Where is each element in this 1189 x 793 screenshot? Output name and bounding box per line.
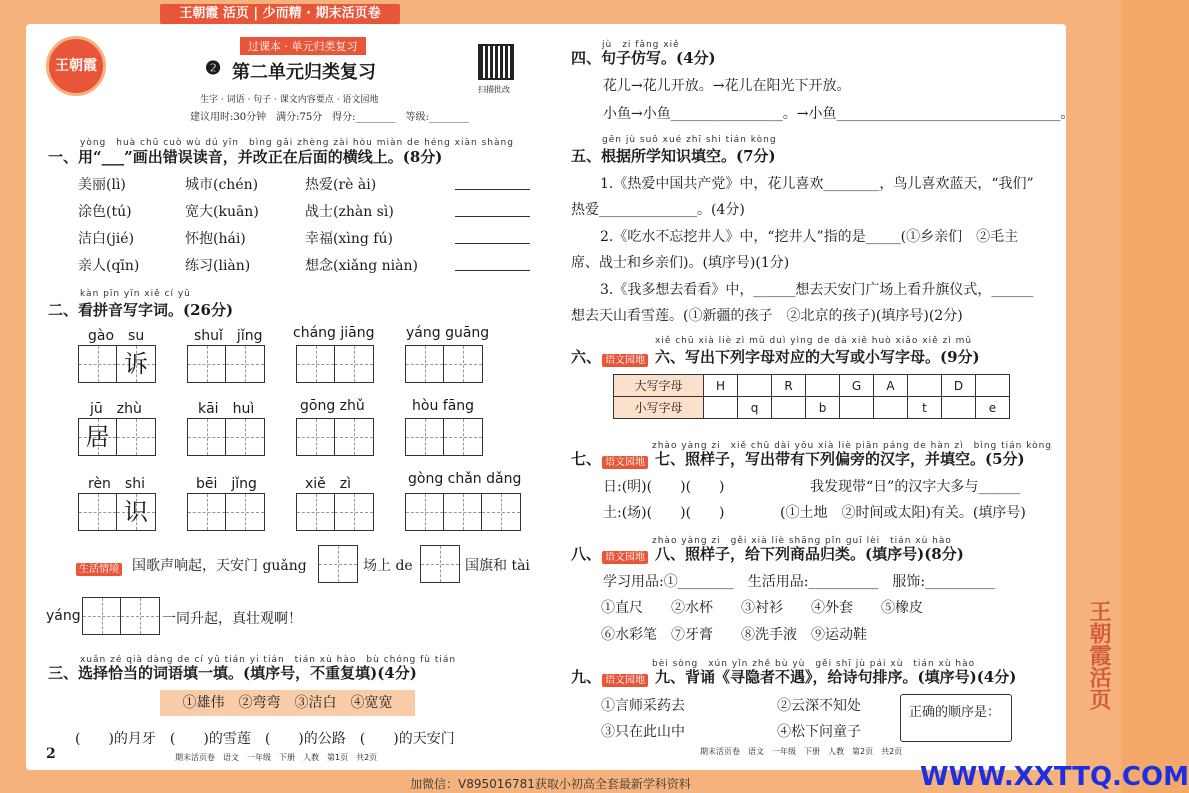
word-pinyin: yáng guāng bbox=[406, 325, 490, 341]
meta-line: 建议用时:30分钟 满分:75分 得分:________ 等级:________ bbox=[190, 112, 469, 123]
writing-grid[interactable] bbox=[82, 597, 160, 635]
life-text-d: yáng bbox=[46, 608, 81, 624]
word-pinyin: rèn shi bbox=[88, 476, 145, 492]
word-pinyin: jū zhù bbox=[90, 401, 142, 417]
letter-cell[interactable] bbox=[738, 375, 772, 397]
s7-row: 我发现带“日”的汉字大多与______ bbox=[810, 479, 1021, 495]
letter-cell[interactable] bbox=[976, 375, 1010, 397]
word-pinyin: cháng jiāng bbox=[293, 325, 375, 341]
s4-pinyin: jù zi fǎng xiě bbox=[602, 40, 680, 50]
s8-title: 八、照样子，给下列商品归类。(填序号)(8分) bbox=[655, 545, 964, 563]
s3-title: 三、选择恰当的词语填一填。(填序号，不重复填)(4分) bbox=[48, 664, 417, 682]
word-pinyin: kāi huì bbox=[198, 401, 255, 417]
s1-item: 热爱(rè ài) bbox=[305, 177, 377, 193]
writing-grid[interactable] bbox=[187, 493, 265, 531]
word-pinyin: hòu fāng bbox=[412, 398, 475, 414]
writing-grid[interactable]: 识 bbox=[78, 493, 156, 531]
writing-grid[interactable] bbox=[405, 418, 483, 456]
s1-item: 美丽(lì) bbox=[78, 177, 126, 193]
s1-item: 怀抱(hái) bbox=[185, 231, 246, 247]
s6-pinyin: xiě chū xià liè zì mǔ duì yìng de dà xiě huò xiǎo xiě zì mǔ bbox=[655, 336, 973, 346]
writing-grid[interactable]: 诉 bbox=[78, 345, 156, 383]
s5-line: 2.《吃水不忘挖井人》中，“挖井人”指的是_____(①乡亲们 ②毛主 bbox=[600, 229, 1019, 245]
s1-item: 涂色(tú) bbox=[78, 204, 132, 220]
s1-item: 城市(chén) bbox=[185, 177, 259, 193]
s1-item: 练习(liàn) bbox=[185, 258, 251, 274]
letter-cell[interactable] bbox=[874, 397, 908, 419]
s9-num: 九、 bbox=[571, 668, 602, 686]
letter-cell[interactable]: b bbox=[806, 397, 840, 419]
letter-cell[interactable] bbox=[942, 397, 976, 419]
s5-line: 热爱______________。(4分) bbox=[571, 202, 745, 218]
footer-note: 加微信：V895016781获取小初高全套最新学科资料 bbox=[410, 777, 691, 791]
page-title: 第二单元归类复习 bbox=[232, 62, 376, 83]
writing-grid[interactable] bbox=[405, 345, 483, 383]
s5-line: 席、战士和乡亲们)。(填序号)(1分) bbox=[571, 255, 790, 271]
s7-num: 七、 bbox=[571, 450, 602, 468]
s9-tag: 语文园地 bbox=[602, 674, 648, 687]
footer-right: 期末活页卷 语文 一年级 下册 人教 第2页 共2页 bbox=[700, 747, 903, 756]
life-text-b: 场上 de bbox=[363, 558, 413, 574]
side-brand: 王朝霞活页 bbox=[1086, 600, 1112, 710]
letter-cell[interactable]: e bbox=[976, 397, 1010, 419]
s4-example: 花儿→花儿开放。→花儿在阳光下开放。 bbox=[603, 78, 851, 94]
s5-title: 五、根据所学知识填空。(7分) bbox=[571, 147, 776, 165]
writing-grid[interactable] bbox=[296, 493, 374, 531]
life-tag: 生活情境 bbox=[76, 563, 122, 576]
series-banner: 王朝霞 活页 | 少而精 · 期末活页卷 bbox=[160, 4, 400, 24]
letter-cell[interactable] bbox=[840, 397, 874, 419]
poem-line: ③只在此山中 bbox=[601, 724, 685, 740]
answer-label: 正确的顺序是： bbox=[909, 705, 1001, 720]
s7-title: 七、照样子，写出带有下列偏旁的汉字，并填空。(5分) bbox=[655, 450, 1025, 468]
scan-label: 扫描批改 bbox=[478, 85, 510, 94]
s9-pinyin: bèi sòng xún yǐn zhě bù yù gěi shī jù pái xù tián xù hào bbox=[652, 659, 976, 669]
word-pinyin: bēi jǐng bbox=[196, 476, 257, 492]
s5-line: 1.《热爱中国共产党》中，花儿喜欢________，鸟儿喜欢蓝天，“我们” bbox=[600, 176, 1034, 192]
s8-tag: 语文园地 bbox=[602, 551, 648, 564]
s4-title: 四、句子仿写。(4分) bbox=[571, 49, 716, 67]
order-answer-box[interactable] bbox=[900, 694, 1012, 742]
s8-items: ⑥水彩笔 ⑦牙膏 ⑧洗手液 ⑨运动鞋 bbox=[601, 627, 867, 643]
writing-grid[interactable]: 居 bbox=[78, 418, 156, 456]
s1-answer-line[interactable] bbox=[455, 226, 530, 244]
poem-line: ②云深不知处 bbox=[777, 698, 861, 714]
s4-question: 小鱼→小鱼________________。→小鱼________________________________。 bbox=[603, 106, 1075, 122]
s7-tag: 语文园地 bbox=[602, 456, 648, 469]
letter-cell[interactable]: R bbox=[772, 375, 806, 397]
writing-grid[interactable] bbox=[420, 545, 460, 583]
word-pinyin: shuǐ jǐng bbox=[194, 328, 263, 344]
s2-pinyin: kàn pīn yīn xiě cí yǔ bbox=[80, 289, 191, 299]
s1-answer-line[interactable] bbox=[455, 253, 530, 271]
word-pinyin: xiě zì bbox=[305, 476, 352, 492]
word-pinyin: gào su bbox=[88, 328, 145, 344]
letter-cell[interactable] bbox=[704, 397, 738, 419]
life-text-c: 国旗和 tài bbox=[465, 558, 530, 574]
unit-number: ❷ bbox=[205, 58, 222, 79]
writing-grid[interactable] bbox=[296, 345, 374, 383]
writing-grid[interactable] bbox=[318, 545, 358, 583]
letter-cell[interactable]: H bbox=[704, 375, 738, 397]
letter-cell[interactable]: D bbox=[942, 375, 976, 397]
letter-cell[interactable] bbox=[908, 375, 942, 397]
writing-grid[interactable] bbox=[187, 345, 265, 383]
s9-title: 九、背诵《寻隐者不遇》，给诗句排序。(填序号)(4分) bbox=[655, 668, 1017, 686]
watermark-url: WWW.XXTTQ.COM bbox=[920, 762, 1189, 792]
s8-pinyin: zhào yàng zi gěi xià liè shāng pǐn guī lèi tián xù hào bbox=[652, 536, 952, 546]
word-pinyin: gòng chǎn dǎng bbox=[408, 471, 522, 487]
s1-item: 洁白(jié) bbox=[78, 231, 135, 247]
s1-item: 亲人(qīn) bbox=[78, 258, 140, 274]
poem-line: ④松下问童子 bbox=[777, 724, 861, 740]
s6-title: 六、写出下列字母对应的大写或小写字母。(9分) bbox=[655, 348, 980, 366]
s1-pinyin: yòng huà chū cuò wù dú yīn bìng gǎi zhèng zài hòu miàn de héng xiàn shàng bbox=[80, 138, 514, 148]
s5-line: 3.《我多想去看看》中，______想去天安门广场上看升旗仪式，______ bbox=[600, 282, 1034, 298]
s8-num: 八、 bbox=[571, 545, 602, 563]
poem-line: ①言师采药去 bbox=[601, 698, 685, 714]
s7-pinyin: zhào yàng zi xiě chū dài yǒu xià liè piān páng de hàn zì bìng tián kòng bbox=[652, 441, 1053, 451]
s2-title: 二、看拼音写字词。(26分) bbox=[48, 301, 234, 319]
s1-item: 宽大(kuān) bbox=[185, 204, 259, 220]
s8-categories: 学习用品:①________ 生活用品:__________ 服饰:__________ bbox=[603, 574, 996, 590]
s1-item: 战士(zhàn sì) bbox=[305, 204, 394, 220]
writing-grid[interactable] bbox=[405, 493, 521, 531]
writing-grid[interactable] bbox=[296, 418, 374, 456]
s1-item: 幸福(xìng fú) bbox=[305, 231, 393, 247]
s1-answer-line[interactable] bbox=[455, 199, 530, 217]
word-pinyin: gōng zhǔ bbox=[300, 398, 365, 414]
s3-line: ( )的月牙 ( )的雪莲 ( )的公路 ( )的天安门 bbox=[75, 731, 455, 747]
s7-row: 日:(明)( )( ) bbox=[603, 479, 725, 495]
footer-left: 期末活页卷 语文 一年级 下册 人教 第1页 共2页 bbox=[175, 753, 378, 762]
letter-cell[interactable] bbox=[772, 397, 806, 419]
s5-pinyin: gēn jù suǒ xué zhī shi tián kòng bbox=[602, 135, 777, 145]
unit-subtag: 过课本 · 单元归类复习 bbox=[240, 37, 366, 55]
s1-answer-line[interactable] bbox=[455, 172, 530, 190]
s1-title: 一、用“___”画出错误读音，并改正在后面的横线上。(8分) bbox=[48, 148, 443, 166]
s3-pinyin: xuǎn zé qià dàng de cí yǔ tián yi tián tián xù hào bù chóng fù tián bbox=[80, 655, 457, 665]
upper-label: 大写字母 bbox=[614, 375, 704, 397]
scope-line: 生字 · 词语 · 句子 · 课文内容要点 · 语文园地 bbox=[200, 95, 379, 105]
s5-line: 想去天山看雪莲。(①新疆的孩子 ②北京的孩子)(填序号)(2分) bbox=[571, 308, 963, 324]
life-text-a: 国歌声响起，天安门 guǎng bbox=[132, 558, 307, 574]
s6-tag: 语文园地 bbox=[602, 354, 648, 367]
letter-cell[interactable]: q bbox=[738, 397, 772, 419]
letter-cell[interactable] bbox=[806, 375, 840, 397]
s8-items: ①直尺 ②水杯 ③衬衫 ④外套 ⑤橡皮 bbox=[601, 600, 923, 616]
s1-item: 想念(xiǎng niàn) bbox=[305, 258, 418, 274]
life-text-e: 一同升起，真壮观啊！ bbox=[162, 611, 302, 627]
publisher-logo: 王朝霞 bbox=[46, 36, 106, 96]
lower-label: 小写字母 bbox=[614, 397, 704, 419]
letter-cell[interactable]: A bbox=[874, 375, 908, 397]
s7-row: (①土地 ②时间或太阳)有关。(填序号) bbox=[780, 505, 1026, 521]
writing-grid[interactable] bbox=[187, 418, 265, 456]
page-number-left: 2 bbox=[46, 746, 56, 762]
qr-code-icon[interactable] bbox=[478, 44, 514, 80]
letter-cell[interactable]: t bbox=[908, 397, 942, 419]
letter-table bbox=[613, 374, 1010, 419]
s3-options: ①雄伟 ②弯弯 ③洁白 ④宽宽 bbox=[160, 690, 415, 716]
letter-cell[interactable]: G bbox=[840, 375, 874, 397]
s6-num: 六、 bbox=[571, 348, 602, 366]
s7-row: 土:(场)( )( ) bbox=[603, 505, 725, 521]
